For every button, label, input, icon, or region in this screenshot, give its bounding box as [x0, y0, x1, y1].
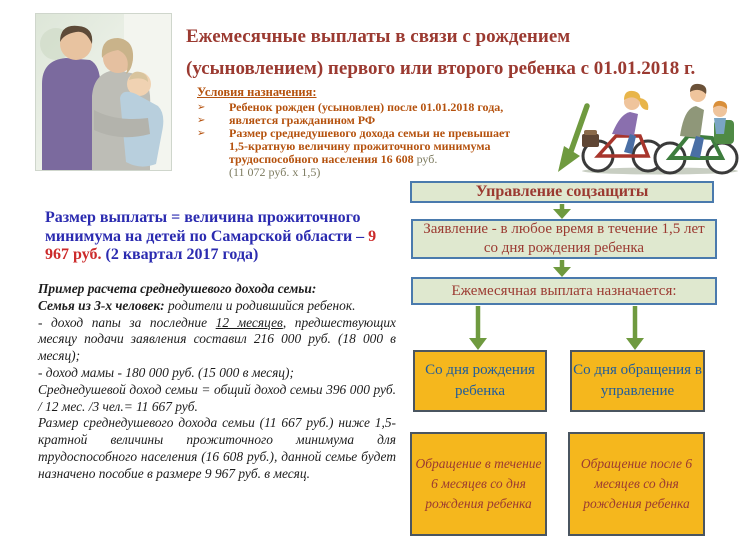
flow-box-from-birth: Со дня рождения ребенка	[413, 350, 547, 412]
flow-box-application: Заявление - в любое время в течение 1,5 лет со дня рождения ребенка	[411, 219, 717, 259]
payment-size-text	[45, 209, 401, 265]
condition-text: является гражданином РФ	[229, 113, 376, 127]
example-father-underlined: 12 месяцев	[215, 314, 283, 330]
example-father-after: , предшествующих месяцу подачи заявления составил 216 000 руб. (18 000 в месяц);	[38, 314, 396, 364]
down-arrow-icon	[551, 260, 573, 277]
bullet-arrow-icon: ➢	[197, 128, 206, 139]
flow-box-within-6-months: Обращение в течение 6 месяцев со дня рождения ребенка	[410, 432, 547, 536]
flow-box-after-6-months: Обращение после 6 месяцев со дня рождения ребенка	[568, 432, 705, 536]
down-arrow-icon	[624, 306, 646, 350]
down-arrow-icon	[551, 204, 573, 219]
family-with-baby-photo-icon	[36, 14, 171, 170]
down-arrow-icon	[550, 100, 600, 180]
condition-text-suffix: руб.	[413, 152, 438, 166]
example-average: Среднедушевой доход семьи = общий доход семьи 396 000 руб. / 12 мес. /3 чел.= 11 667 руб.	[38, 381, 396, 414]
payment-amount: 9 967 руб.	[45, 227, 377, 263]
flow-box-administration: Управление соцзащиты	[410, 181, 714, 203]
bullet-arrow-icon: ➢	[197, 102, 206, 113]
flow-box-payment-assigned: Ежемесячная выплата назначается:	[411, 277, 717, 305]
title-line-2: (усыновлением) первого или второго ребенка с 01.01.2018 г.	[186, 58, 696, 79]
payment-text-before: Размер выплаты = величина прожиточного минимума на детей по Самарской области –	[45, 209, 369, 245]
example-father-before: - доход папы за последние	[38, 314, 216, 330]
bullet-arrow-icon: ➢	[197, 115, 206, 126]
family-photo	[35, 13, 172, 171]
title-line-1: Ежемесячные выплаты в связи с рождением	[186, 26, 571, 47]
conditions-section	[197, 85, 519, 179]
example-conclusion: Размер среднедушевого дохода семьи (11 667 руб.) ниже 1,5-кратной величины прожиточного минимума для трудоспособного населения (16 608 руб.), данной семье будет назначено пособие в размере 9 967 руб. в месяц.	[38, 415, 396, 481]
flow-box-from-application: Со дня обращения в управление	[570, 350, 705, 412]
example-calculation	[38, 281, 396, 483]
condition-text-main: Размер среднедушевого дохода семьи не превышает 1,5-кратную величину прожиточного минимума трудоспособного населения 16 608	[229, 126, 511, 166]
down-arrow-icon	[467, 306, 489, 350]
example-family-rest: родители и родившийся ребенок.	[164, 297, 356, 313]
condition-text	[229, 127, 519, 179]
condition-item	[197, 127, 519, 179]
example-mother: - доход мамы - 180 000 руб. (15 000 в месяц);	[38, 364, 294, 380]
conditions-heading: Условия назначения:	[197, 85, 317, 99]
payment-text-after: (2 квартал 2017 года)	[101, 246, 259, 263]
condition-text: Ребенок рожден (усыновлен) после 01.01.2018 года,	[229, 100, 504, 114]
page-title	[186, 21, 734, 85]
condition-text-note: (11 072 руб. х 1,5)	[229, 165, 321, 179]
example-heading: Пример расчета среднедушевого дохода семьи:	[38, 281, 317, 296]
example-family-bold: Семья из 3-х человек:	[38, 297, 165, 313]
